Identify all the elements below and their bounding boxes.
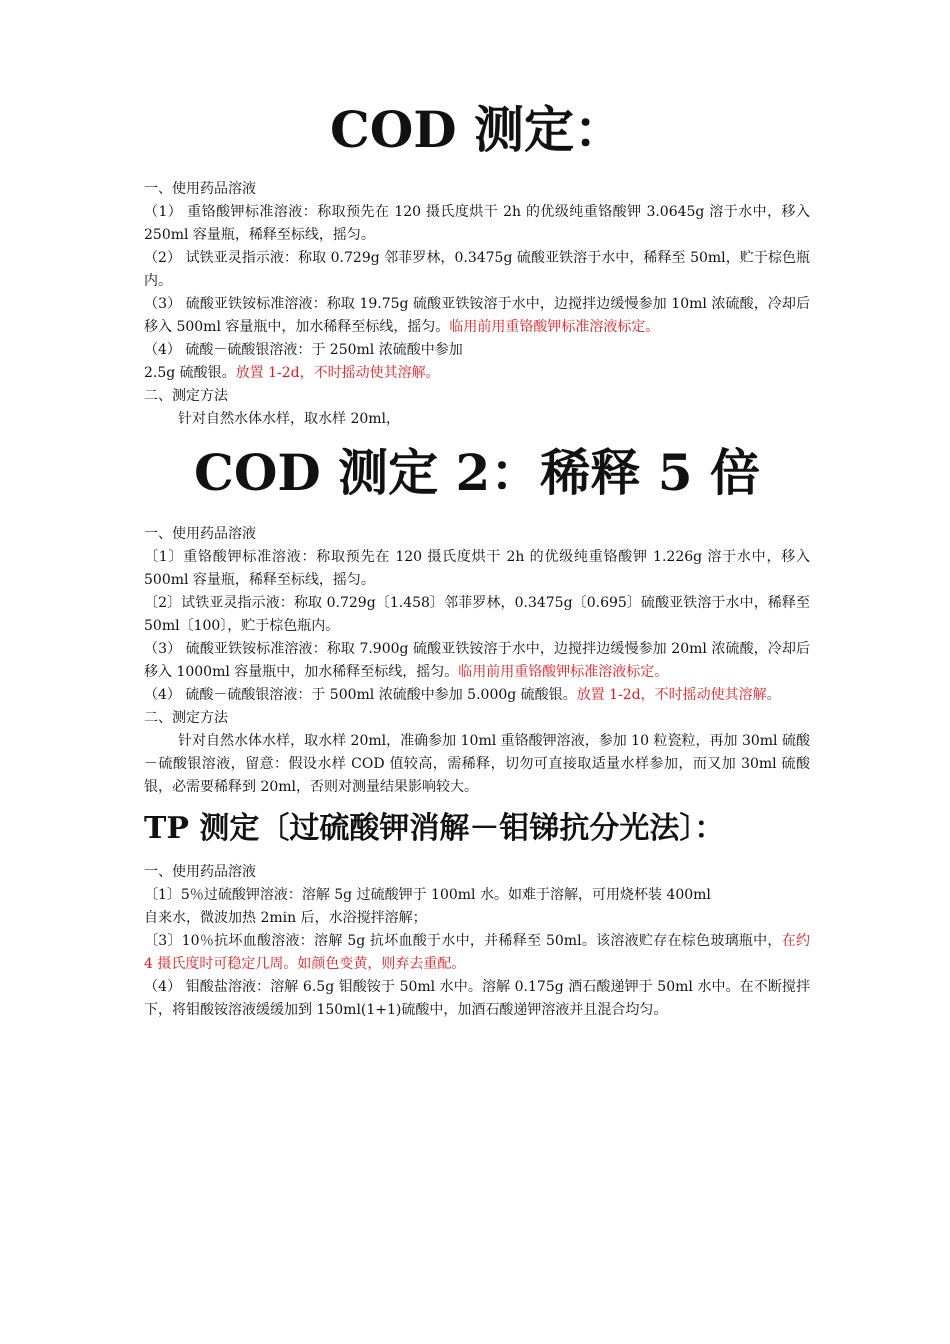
cod-heading-method: 二、测定方法 [144, 388, 228, 404]
cod2-method-text: 针对自然水体水样，取水样 20ml，准确参加 10ml 重铬酸钾溶液，参加 10 粒瓷粒，再加 30ml 硫酸－硫酸银溶液，留意：假设水样 COD 值较高，需稀释，切勿可直接取适量水样参加，而又加 30ml 硫酸银，必需要稀释到 20ml，否则对测量结果影响较大。 [144, 733, 810, 795]
cod-method-text: 针对自然水体水样，取水样 20ml， [178, 411, 401, 427]
cod-item-3: （3） 硫酸亚铁铵标准溶液：称取 19.75g 硫酸亚铁铵溶于水中，边搅拌边缓慢参加 10ml 浓硫酸，冷却后移入 500ml 容量瓶中，加水稀释至标线，摇匀。临用前用重铬酸钾标准溶液标定。 [144, 296, 810, 335]
cod-item-3-note: 临用前用重铬酸钾标准溶液标定。 [449, 319, 660, 335]
cod2-item-4-note: 放置 1-2d，不时摇动使其溶解。 [576, 687, 781, 703]
tp-item-1-line1: 〔1〕5％过硫酸钾溶液：溶解 5g 过硫酸钾于 100ml 水。如难于溶解，可用烧杯装 400ml [144, 887, 711, 903]
tp-item-4: （4） 钼酸盐溶液：溶解 6.5g 钼酸铵于 50ml 水中。溶解 0.175g 酒石酸递钾于 50ml 水中。在不断搅拌下，将钼酸铵溶液缓缓加到 150ml(1+1)硫酸中，加酒石酸递钾溶液并且混合均匀。 [144, 979, 810, 1018]
cod2-item-3-note: 临用前用重铬酸钾标准溶液标定。 [458, 664, 669, 680]
cod-item-4-note: 放置 1-2d，不时摇动使其溶解。 [235, 365, 440, 381]
cod2-item-3: （3） 硫酸亚铁铵标准溶液：称取 7.900g 硫酸亚铁铵溶于水中，边搅拌边缓慢参加 20ml 浓硫酸，冷却后移入 1000ml 容量瓶中，加水稀释至标线，摇匀。临用前用重铬酸钾标准溶液标定。 [144, 641, 810, 680]
cod-title: COD 测定： [329, 100, 625, 159]
cod-item-2: （2） 试铁亚灵指示液：称取 0.729g 邻菲罗林，0.3475g 硫酸亚铁溶于水中，稀释至 50ml，贮于棕色瓶内。 [144, 250, 810, 289]
cod2-heading-method: 二、测定方法 [144, 710, 228, 726]
cod-heading-reagents: 一、使用药品溶液 [144, 181, 256, 197]
tp-title: TP 测定〔过硫酸钾消解－钼锑抗分光法〕： [144, 811, 725, 846]
cod-item-1: （1） 重铬酸钾标准溶液：称取预先在 120 摄氏度烘干 2h 的优级纯重铬酸钾 3.0645g 溶于水中，移入 250ml 容量瓶，稀释至标线，摇匀。 [144, 204, 810, 243]
document-page [144, 0, 810, 1022]
tp-heading-reagents: 一、使用药品溶液 [144, 864, 256, 880]
cod2-item-1: 〔1〕重铬酸钾标准溶液：称取预先在 120 摄氏度烘干 2h 的优级纯重铬酸钾 1.226g 溶于水中，移入 500ml 容量瓶，稀释至标线，摇匀。 [144, 549, 810, 588]
cod2-item-4: （4） 硫酸－硫酸银溶液：于 500ml 浓硫酸中参加 5.000g 硫酸银。放置 1-2d，不时摇动使其溶解。 [144, 687, 781, 703]
cod2-item-2: 〔2〕试铁亚灵指示液：称取 0.729g〔1.458〕邻菲罗林，0.3475g〔0.695〕硫酸亚铁溶于水中，稀释至 50ml〔100〕，贮于棕色瓶内。 [144, 595, 810, 634]
cod2-heading-reagents: 一、使用药品溶液 [144, 526, 256, 542]
tp-item-3: 〔3〕10％抗坏血酸溶液：溶解 5g 抗坏血酸于水中，并稀释至 50ml。该溶液贮存在棕色玻璃瓶中，在约 4 摄氏度时可稳定几周。如颜色变黄，则弃去重配。 [144, 933, 810, 972]
cod2-title: COD 测定 2：稀释 5 倍 [194, 443, 760, 502]
cod-item-4-line2: 2.5g 硫酸银。放置 1-2d，不时摇动使其溶解。 [144, 365, 440, 381]
tp-item-1-line2: 自来水，微波加热 2min 后，水浴搅拌溶解； [144, 910, 427, 926]
tp-item-3-note: 在约 4 摄氏度时可稳定几周。如颜色变黄，则弃去重配。 [144, 933, 810, 972]
cod-item-4-line1: （4） 硫酸－硫酸银溶液：于 250ml 浓硫酸中参加 [144, 342, 463, 358]
